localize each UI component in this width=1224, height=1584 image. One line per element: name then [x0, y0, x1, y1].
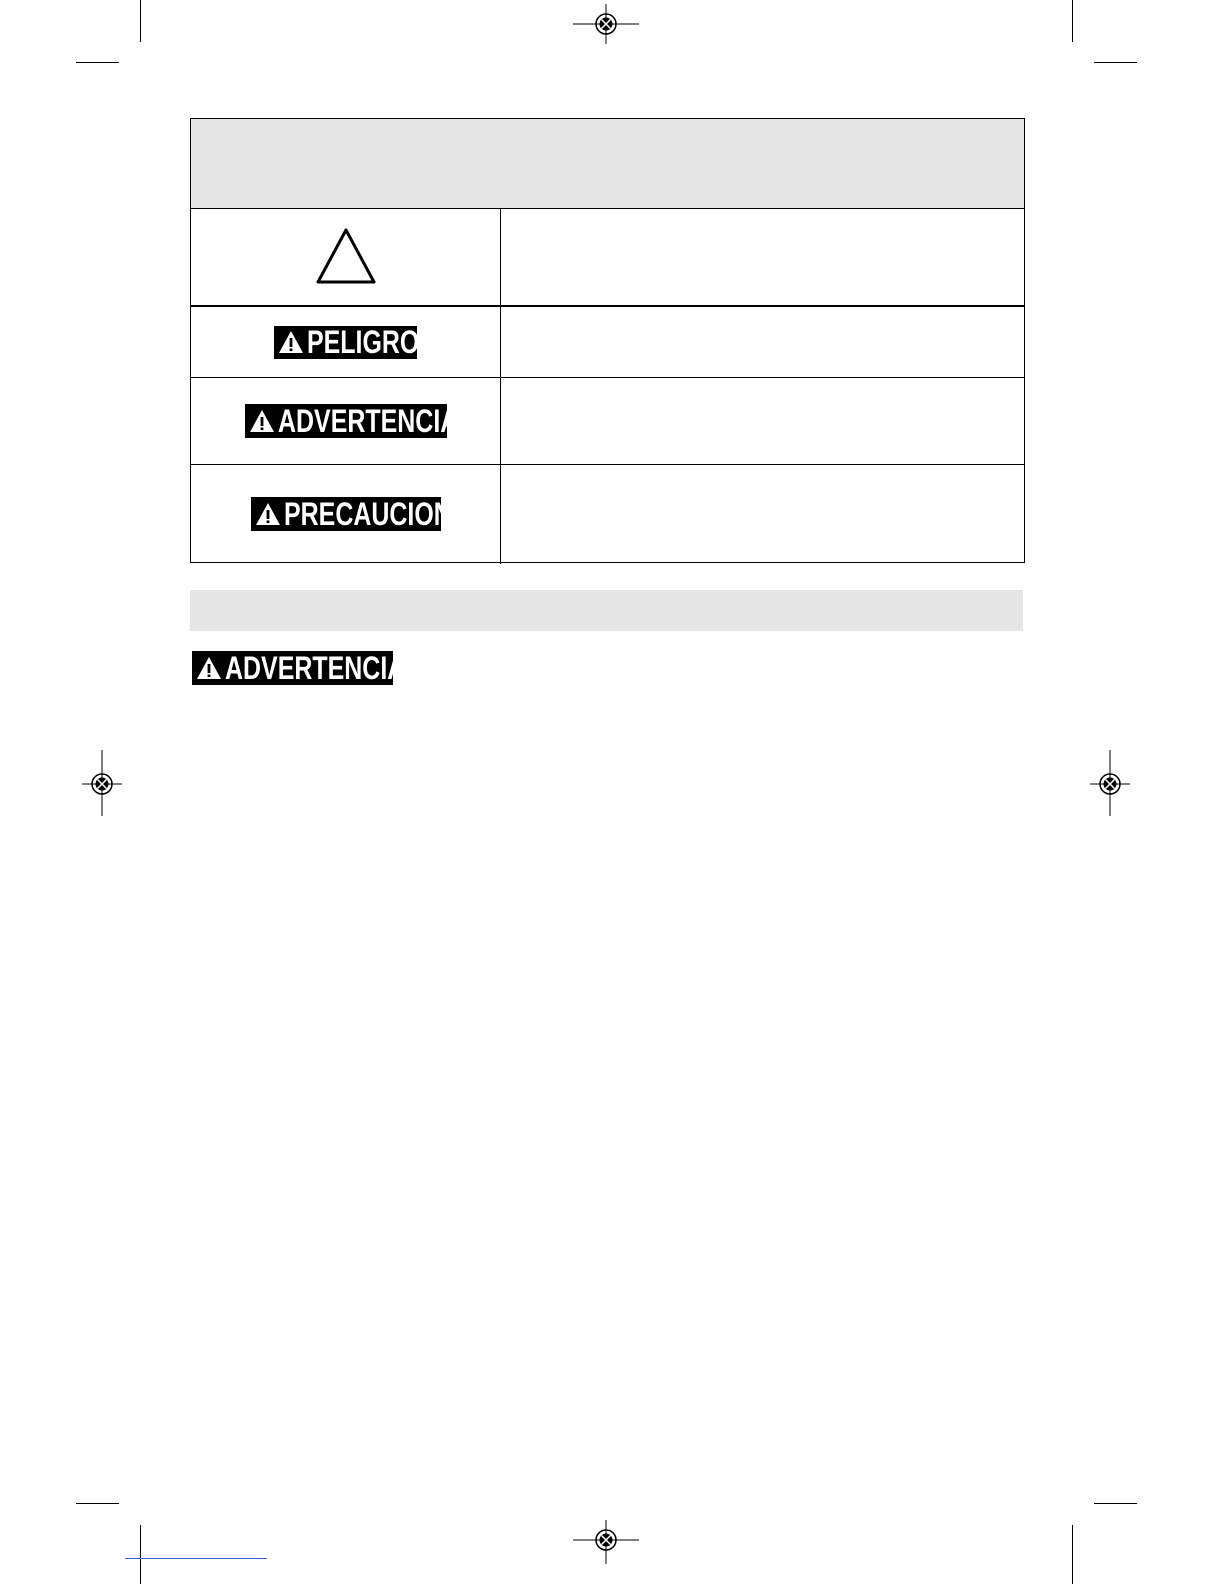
- alert-triangle-icon: [255, 502, 281, 526]
- alert-triangle-icon: [278, 330, 304, 354]
- table-header: [191, 119, 1024, 209]
- section-advertencia-label: ADVERTENCIA: [225, 650, 406, 686]
- registration-mark-bottom-icon: [573, 1520, 639, 1564]
- crop-mark-bottom-right-h: [1094, 1503, 1137, 1504]
- crop-mark-bottom-left-h: [76, 1503, 119, 1504]
- table-row-peligro: [191, 307, 1024, 378]
- peligro-badge: [274, 324, 420, 360]
- crop-mark-bottom-left-v: [140, 1525, 141, 1584]
- footer-rule: [125, 1558, 267, 1559]
- warning-triangle-outline-icon: [314, 226, 378, 288]
- section-heading-bar: [190, 590, 1023, 631]
- table-row-safety-alert-symbol: [191, 209, 1024, 307]
- badge-cell: [191, 465, 500, 562]
- registration-mark-right-icon: [1090, 750, 1130, 816]
- advertencia-label: ADVERTENCIA: [277, 403, 458, 439]
- advertencia-badge: [245, 403, 458, 439]
- alert-triangle-icon: [249, 409, 275, 433]
- crop-mark-top-left-v: [140, 0, 141, 42]
- section-advertencia-badge: [192, 650, 406, 686]
- alert-triangle-icon: [196, 656, 222, 680]
- registration-mark-left-icon: [82, 750, 122, 816]
- table-row-precaucion: [191, 465, 1024, 562]
- badge-cell: [191, 307, 500, 377]
- peligro-label: PELIGRO: [307, 324, 420, 360]
- safety-signal-table: [190, 118, 1025, 563]
- crop-mark-top-right-h: [1094, 62, 1137, 63]
- crop-mark-bottom-right-v: [1072, 1525, 1073, 1584]
- registration-mark-top-icon: [573, 4, 639, 44]
- crop-mark-top-right-v: [1072, 0, 1073, 42]
- precaucion-badge: [251, 495, 452, 532]
- table-row-advertencia: [191, 378, 1024, 465]
- badge-cell: [191, 378, 500, 464]
- symbol-cell: [191, 209, 500, 305]
- precaucion-label: PRECAUCION: [283, 495, 452, 532]
- crop-mark-top-left-h: [76, 62, 119, 63]
